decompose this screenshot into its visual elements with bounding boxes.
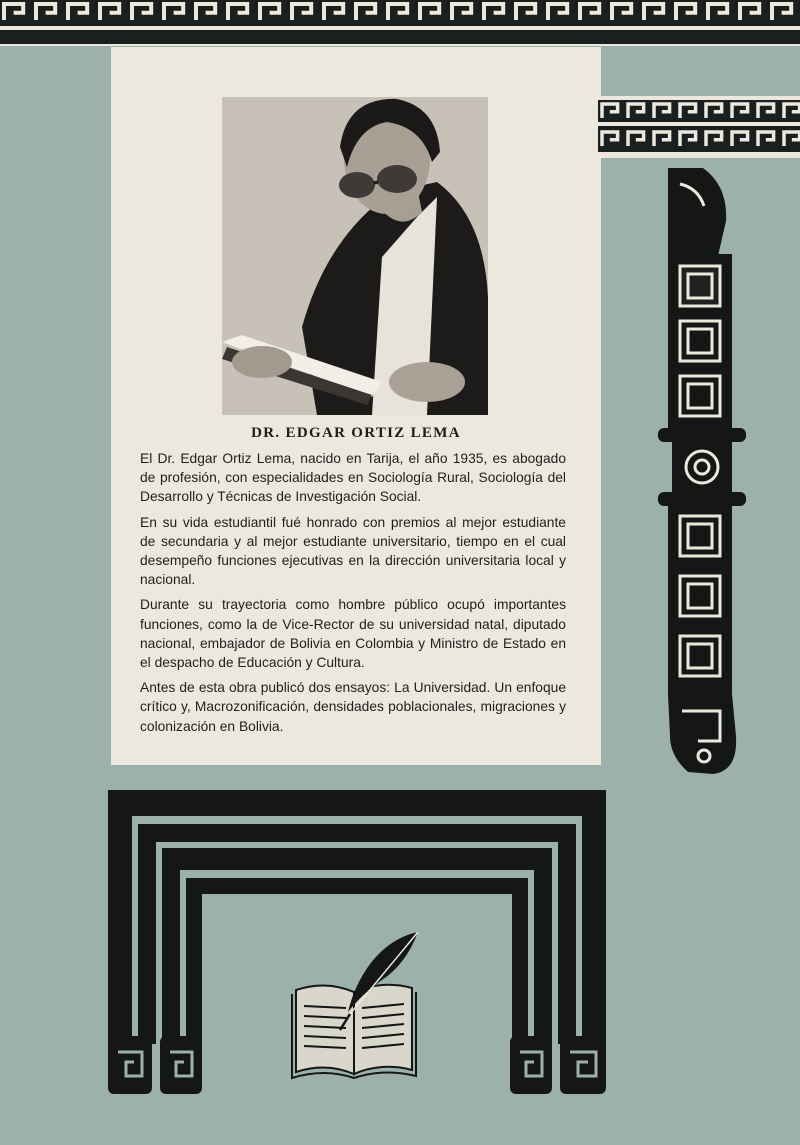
bio-paragraph: Antes de esta obra publicó dos ensayos: La Universidad. Un enfoque crítico y, Macrozonificación, densidades poblacionales, migraciones y colonización en Bolivia.	[140, 680, 566, 734]
bio-paragraph: En su vida estudiantil fué honrado con premios al mejor estudiante de secundaria y al mejor estudiante universitario, tiempo en el cual desempeño funciones ejecutivas en la dirección universitaria local y nacional.	[140, 514, 566, 588]
author-portrait-photo	[222, 97, 488, 415]
greek-key-border-top	[0, 0, 800, 50]
bio-paragraph: Durante su trayectoria como hombre público ocupó importantes funciones, como la de Vice-Rector de su universidad natal, diputado nacional, embajador de Bolivia en Colombia y Ministro de Estado en el despacho de Educación y Cultura.	[140, 597, 566, 671]
greek-key-border-right	[598, 96, 800, 158]
bio-paragraph: El Dr. Edgar Ortiz Lema, nacido en Tarija, el año 1935, es abogado de profesión, con especialidades en Sociología Rural, Sociología del Desarrollo y Técnicas de Investigación Social.	[140, 451, 566, 505]
andean-staff-ornament	[658, 166, 750, 778]
bio-text	[140, 449, 566, 742]
book-and-quill-icon	[290, 928, 422, 1080]
author-name: DR. EDGAR ORTIZ LEMA	[251, 425, 461, 441]
